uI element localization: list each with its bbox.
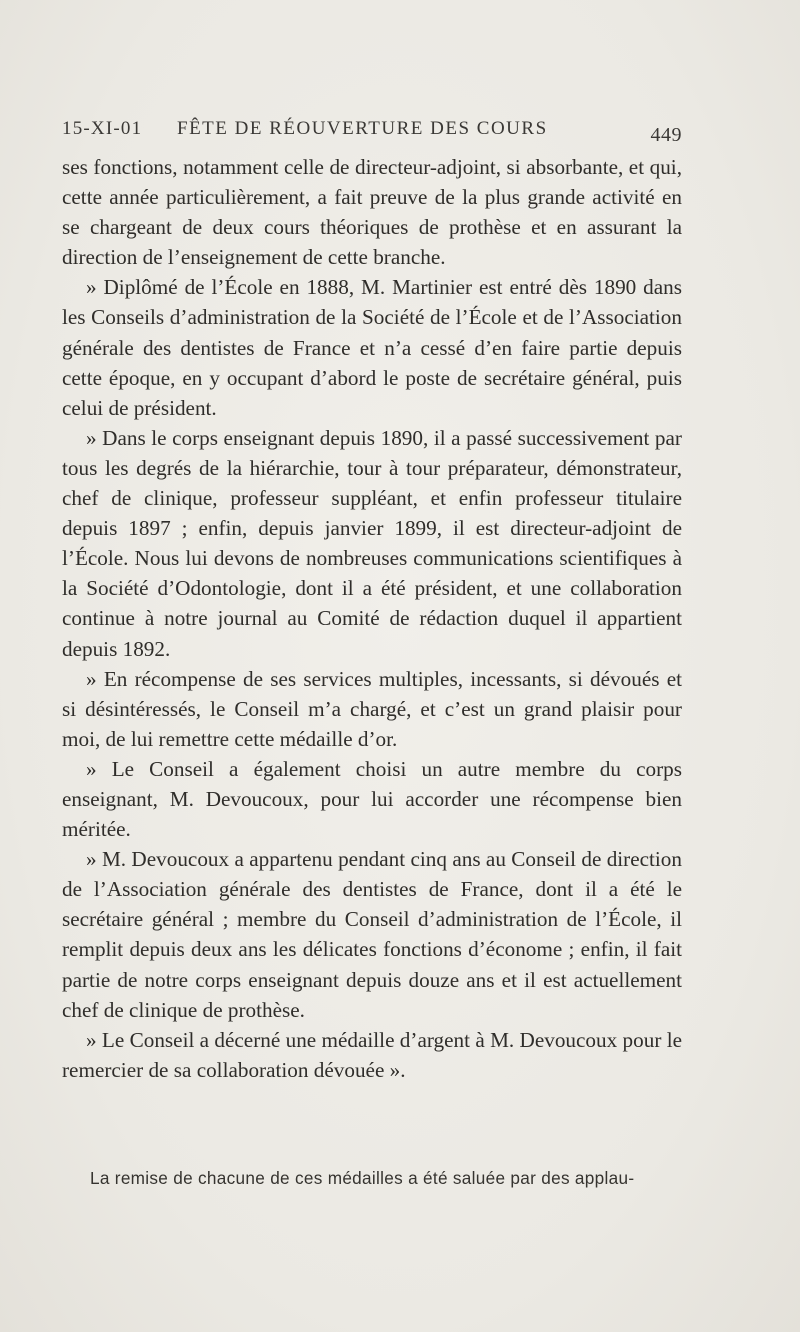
paragraph-continuation: ses fonctions, notamment celle de directeur-adjoint, si absorbante, et qui, cette année particulièrement, a fait preuve de la plus grande activité en se chargeant de deux cours théoriques de prothèse et en assurant la direction de l’enseignement de cette branche. [62, 155, 682, 270]
paragraph-devoucoux-career: » M. Devoucoux a appartenu pendant cinq ans au Conseil de direction de l’Association générale des dentistes de France, dont il a été le secrétaire général ; membre du Conseil d’administration de l’École, il remplit depuis deux ans les délicates fonctions d’économe ; enfin, il fait partie de notre corps enseignant depuis douze ans et il est actuellement chef de clinique de prothèse. [62, 847, 682, 1022]
paragraph-corps-enseignant: » Dans le corps enseignant depuis 1890, il a passé successivement par tous les degrés de la hiérarchie, tour à tour préparateur, démonstrateur, chef de clinique, professeur suppléant, et enfin professeur titulaire depuis 1897 ; enfin, depuis janvier 1899, il est directeur-adjoint de l’École. Nous lui devons de nombreuses communications scientifiques à la Société d’Odontologie, dont il a été président, et une collaboration continue à notre journal au Comité de rédaction duquel il appartient depuis 1892. [62, 425, 682, 661]
paragraph-recompense: » En récompense de ses services multiples, incessants, si dévoués et si désintéressés, le Conseil m’a chargé, et c’est un grand plaisir pour moi, de lui remettre cette médaille d’or. [62, 666, 682, 751]
paragraph-medaille-argent: » Le Conseil a décerné une médaille d’argent à M. Devoucoux pour le remercier de sa collaboration dévouée ». [62, 1027, 682, 1082]
running-title: FÊTE DE RÉOUVERTURE DES COURS [177, 118, 548, 139]
paragraph-diplome: » Diplômé de l’École en 1888, M. Martinier est entré dès 1890 dans les Conseils d’administration de la Société de l’École et de l’Association générale des dentistes de France et n’a cessé d’en faire partie depuis cette époque, en y occupant d’abord le poste de secrétaire général, puis celui de président. [62, 275, 682, 420]
header-date: 15-XI-01 [62, 118, 143, 139]
paragraph-devoucoux-intro: » Le Conseil a également choisi un autre membre du corps enseignant, M. Devoucoux, pour lui accorder une récompense bien méritée. [62, 756, 682, 842]
page-header [62, 118, 682, 148]
page-number: 449 [650, 124, 682, 146]
closing-note: La remise de chacune de ces médailles a été saluée par des applau- [90, 1168, 635, 1188]
body-text [62, 152, 682, 1085]
